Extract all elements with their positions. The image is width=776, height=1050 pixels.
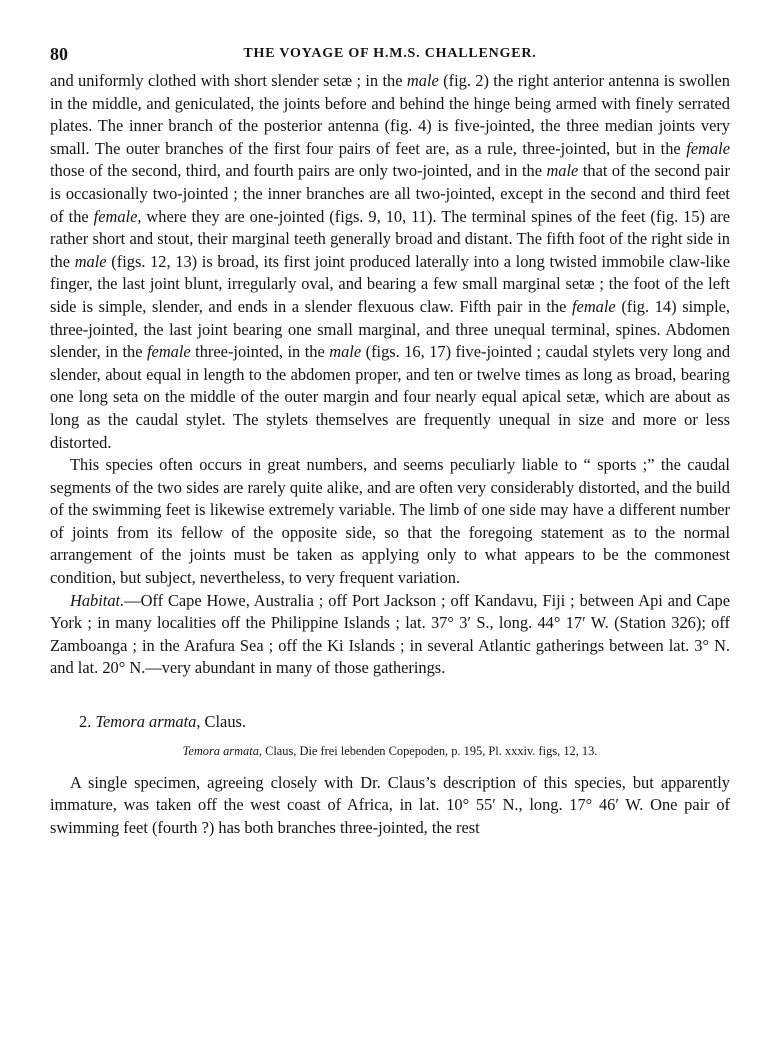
habitat-paragraph: Habitat.—Off Cape Howe, Australia ; off Port Jackson ; off Kandavu, Fiji ; between Api and Cape York ; in many localities off the Philippine Islands ; lat. 37° 3′ S., long. 44° 17′ W. (Station 326); off Zamboanga ; in the Arafura Sea ; off the Ki Islands ; in several Atlantic gatherings between lat. 3° N. and lat. 20° N.—very abundant in many of those gatherings. bbox=[50, 590, 730, 678]
citation-line: Temora armata, Claus, Die frei lebenden Copepoden, p. 195, Pl. xxxiv. figs, 12, 13. bbox=[182, 743, 598, 758]
species-heading: 2. Temora armata, Claus. bbox=[79, 712, 246, 732]
page-number: 80 bbox=[50, 44, 68, 64]
running-title: THE VOYAGE OF H.M.S. CHALLENGER. bbox=[243, 46, 537, 61]
page bbox=[50, 40, 730, 839]
specimen-paragraph: A single specimen, agreeing closely with Dr. Claus’s description of this species, but apparently immature, was taken off the west coast of Africa, in lat. 10° 55′ N., long. 17° 46′ W. One pair of swimming feet (fourth ?) has both branches three-jointed, the rest bbox=[50, 772, 730, 837]
species-name: Temora armata bbox=[95, 712, 197, 732]
description-paragraph: and uniformly clothed with short slender setæ ; in the male (fig. 2) the right anterior antenna is swollen in the middle, and geniculated, the joints before and behind the hinge being armed with finely serrated plates. The inner branch of the posterior antenna (fig. 4) is five-jointed, the three median joints very small. The outer branches of the first four pairs of feet are, as a rule, three-jointed, but in the female those of the second, third, and fourth pairs are only two-jointed, and in the male that of the second pair is occasionally two-jointed ; the inner branches are all two-jointed, except in the second and third feet of the female, where they are one-jointed (figs. 9, 10, 11). The terminal spines of the feet (fig. 15) are rather short and stout, their marginal teeth generally broad and distant. The fifth foot of the right side in the male (figs. 12, 13) is broad, its first joint produced laterally into a long twisted immobile claw-like finger, the last joint blunt, irregularly oval, and bearing a few small marginal setæ ; the foot of the left side is simple, slender, and ends in a slender flexuous claw. Fifth pair in the female (fig. 14) simple, three-jointed, the last joint bearing one small marginal, and three unequal terminal, spines. Abdomen slender, in the female three-jointed, in the male (figs. 16, 17) five-jointed ; caudal stylets very long and slender, about equal in length to the abdomen proper, and ten or twelve times as long as broad, bearing one long seta on the middle of the outer margin and four nearly equal apical setæ, which are about as long as the caudal stylet. The stylets themselves are frequently unequal in size and more or less distorted. bbox=[50, 71, 731, 452]
variation-paragraph: This species often occurs in great numbers, and seems peculiarly liable to “ sports ;” the caudal segments of the two sides are rarely quite alike, and are often very considerably distorted, and the build of the swimming feet is likewise extremely variable. The limb of one side may have a different number of joints from its fellow of the opposite side, so that the foregoing statement as to the normal arrangement of the joints must be taken as applying only to what appears to be the commonest condition, but subject, nevertheless, to very frequent variation. bbox=[50, 455, 730, 588]
habitat-label: Habitat. bbox=[70, 590, 125, 610]
page-header bbox=[50, 40, 730, 70]
